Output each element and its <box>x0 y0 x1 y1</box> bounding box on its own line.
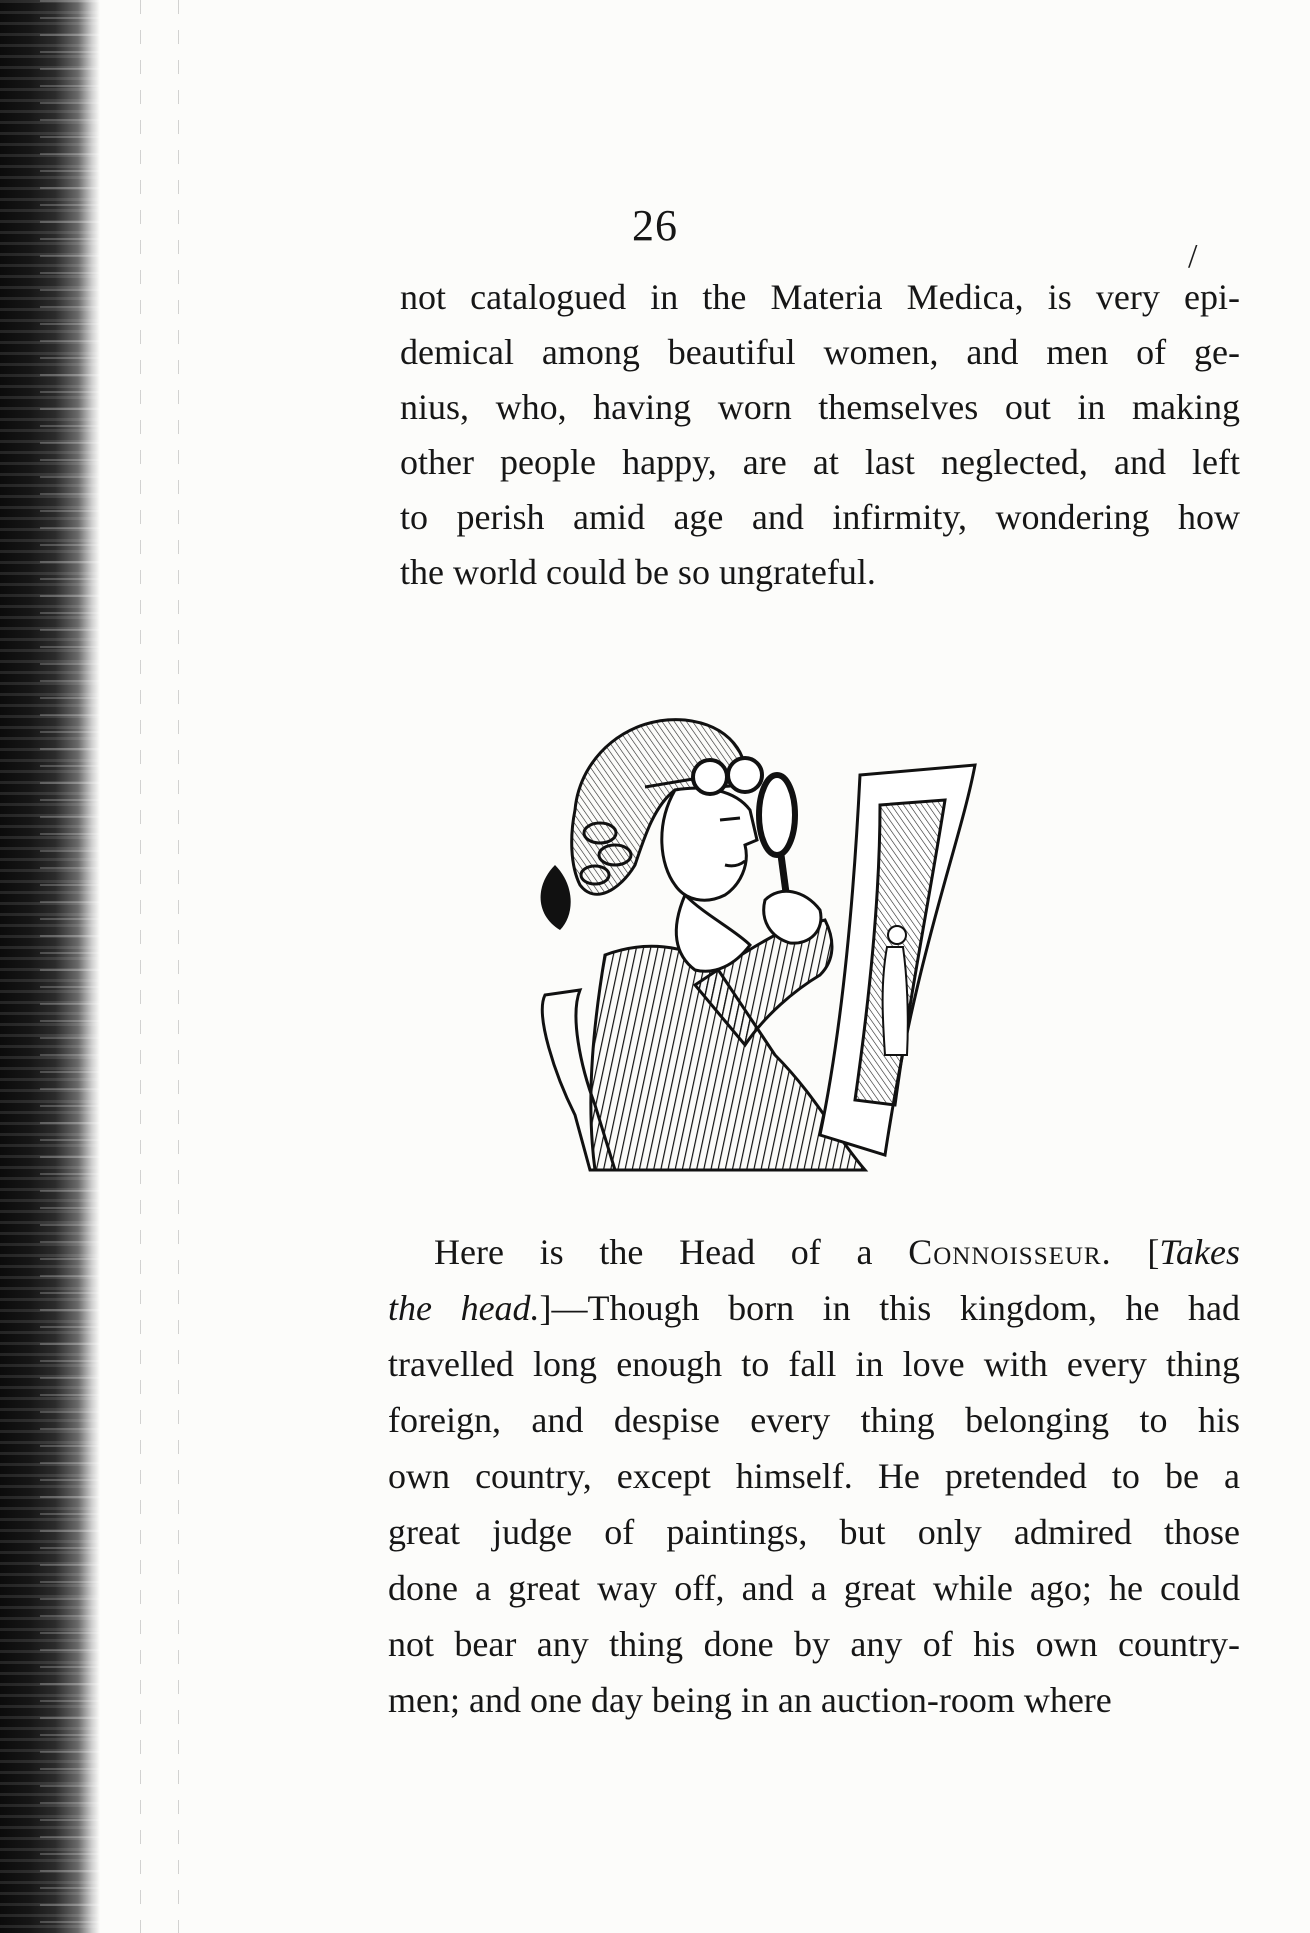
text-line: not bear any thing done by any of his own country- <box>388 1624 1240 1664</box>
text-line: not catalogued in the Materia Medica, is very epi- <box>400 277 1240 317</box>
text-line: to perish amid age and infirmity, wondering how <box>400 497 1240 537</box>
text-line: other people happy, are at last neglected, and left <box>400 442 1240 482</box>
gutter-line <box>178 0 179 1933</box>
text-line: men; and one day being in an auction-room where <box>388 1680 1112 1720</box>
text-line <box>388 1224 1240 1280</box>
connoisseur-engraving-icon <box>535 715 1135 1175</box>
text-line: demical among beautiful women, and men of ge- <box>400 332 1240 372</box>
small-caps-name: Connoisseur. <box>908 1232 1112 1272</box>
text-line: great judge of paintings, but only admired those <box>388 1512 1240 1552</box>
stage-direction: the head. <box>388 1288 540 1328</box>
stage-direction: Takes <box>1159 1232 1241 1272</box>
bracket-open: [ <box>1147 1232 1160 1272</box>
text-line: the world could be so ungrateful. <box>400 552 876 592</box>
text-run: Here is the Head of a <box>434 1232 873 1272</box>
text-run: ]—Though born in this kingdom, he had <box>539 1288 1240 1328</box>
text-line: own country, except himself. He pretended to be a <box>388 1456 1240 1496</box>
text-line: foreign, and despise every thing belonging to his <box>388 1400 1240 1440</box>
upper-paragraph <box>400 270 1240 600</box>
text-line: nius, who, having worn themselves out in making <box>400 387 1240 427</box>
text-line: done a great way off, and a great while ago; he could <box>388 1568 1240 1608</box>
face <box>662 788 757 900</box>
magnifying-glass <box>759 775 795 855</box>
binding-texture <box>40 0 100 1933</box>
text-line: travelled long enough to fall in love with every thing <box>388 1344 1240 1384</box>
page-number: 26 <box>632 201 678 250</box>
gutter-line <box>140 0 141 1933</box>
text-line <box>388 1280 1240 1336</box>
lower-paragraph <box>388 1224 1240 1728</box>
wig-ribbon <box>541 865 571 930</box>
stray-pen-mark: / <box>1188 238 1198 275</box>
